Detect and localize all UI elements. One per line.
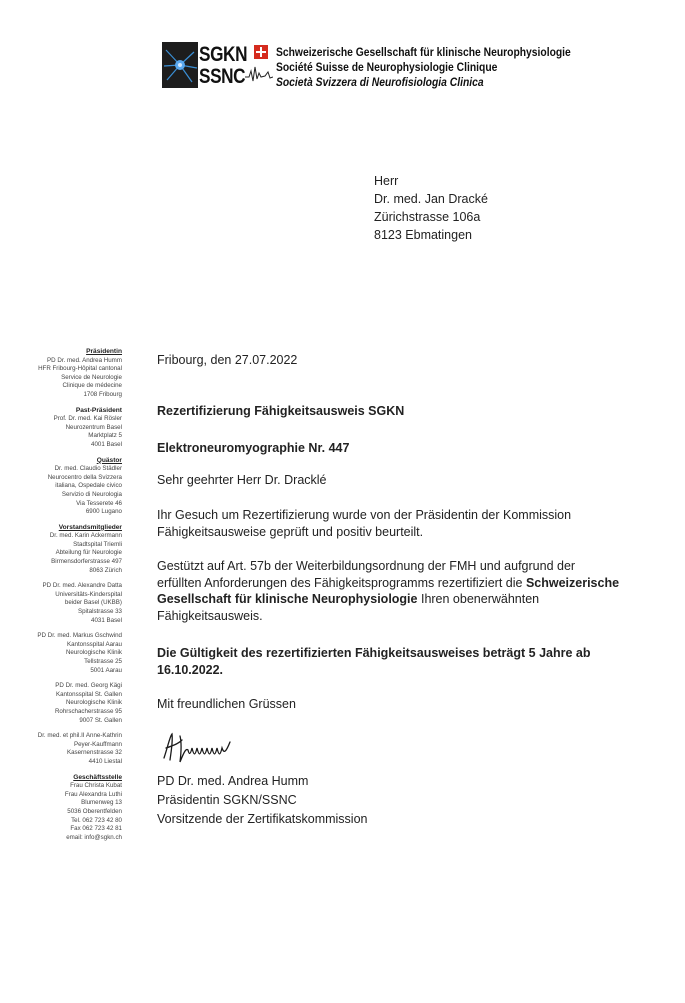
recipient-name: Dr. med. Jan Dracké <box>374 192 488 206</box>
sidebar-line: Tel. 062 723 42 80 <box>71 816 122 824</box>
sidebar-line: Kantonsspital Aarau <box>66 640 122 648</box>
validity-statement: Die Gültigkeit des rezertifizierten Fähigkeitsausweises beträgt 5 Jahre ab 16.10.2022. <box>157 646 591 677</box>
sidebar-line: Peyer-Kauffmann <box>73 740 122 748</box>
signer-role-2: Vorsitzende der Zertifikatskommission <box>157 812 368 826</box>
sidebar-group <box>20 524 122 576</box>
sidebar-line: Dr. med. Karin Ackermann <box>49 532 122 540</box>
sidebar-group <box>20 457 122 517</box>
sidebar-line: Neurologische Klinik <box>65 699 122 707</box>
recipient-salutation: Herr <box>374 174 399 188</box>
paragraph-2-start: Gestützt auf Art. 57b der Weiterbildungsordnung der FMH und aufgrund der erfüllten Anforderungen des Fähigkeitsprogramms rezertifiziert die <box>157 559 576 590</box>
sidebar-line: Via Tesserete 46 <box>76 499 122 507</box>
sidebar-line: italiana, Ospedale civico <box>55 482 122 490</box>
sidebar-heading: Präsidentin <box>86 348 122 355</box>
paragraph-2-org-name: Schweizerische Gesellschaft für klinische Neurophysiologie <box>157 575 620 606</box>
handwritten-signature <box>160 728 260 766</box>
sidebar-line: HFR Fribourg-Hôpital cantonal <box>38 365 122 373</box>
sidebar-group <box>20 632 122 675</box>
sidebar-line: Neurologische Klinik <box>65 649 122 657</box>
org-name-de: Schweizerische Gesellschaft für klinische Neurophysiologie <box>276 45 571 59</box>
sidebar-line: Birmensdorferstrasse 497 <box>51 558 122 566</box>
sidebar-heading: Quästor <box>96 456 122 464</box>
sidebar-line: Dr. med. et phil.II Anne-Kathrin <box>37 732 122 740</box>
sidebar-group <box>20 582 122 625</box>
closing: Mit freundlichen Grüssen <box>157 697 296 711</box>
org-name-it: Società Svizzera di Neurofisiologia Clinica <box>276 75 484 89</box>
subject-line-2: Elektroneuromyographie Nr. 447 <box>157 441 350 455</box>
sidebar-group <box>20 682 122 725</box>
sidebar-line: Rohrschacherstrasse 95 <box>54 707 122 715</box>
recipient-street: Zürichstrasse 106a <box>374 210 481 224</box>
neuron-logo-icon <box>162 42 198 88</box>
sidebar-heading: Past-Präsident <box>75 406 122 414</box>
sidebar-line: PD Dr. med. Georg Kägi <box>55 682 122 690</box>
sidebar-line: 4410 Liestal <box>88 757 122 765</box>
sidebar-line: 8063 Zürich <box>89 566 122 574</box>
sidebar-group <box>20 348 122 400</box>
subject-line-1: Rezertifizierung Fähigkeitsausweis SGKN <box>157 404 405 418</box>
sidebar-line: Marktplatz 5 <box>88 432 122 440</box>
sidebar-heading: Vorstandsmitglieder <box>58 523 122 531</box>
sidebar-line: 5036 Oberentfelden <box>67 807 122 815</box>
sidebar-line: Service de Neurologie <box>61 373 122 381</box>
paragraph-2-end: Ihren obenerwähnten Fähigkeitsausweis. <box>157 592 540 623</box>
sidebar-line: Abteilung für Neurologie <box>55 549 122 557</box>
sidebar-line: Neurocentro della Svizzera <box>47 473 122 481</box>
sidebar-line: Blumenweg 13 <box>81 799 122 807</box>
sidebar-line: Prof. Dr. med. Kai Rösler <box>53 415 122 423</box>
sidebar-line: PD Dr. med. Markus Gschwind <box>37 632 122 640</box>
org-abbreviation-de: SGKN <box>199 43 248 66</box>
place-date: Fribourg, den 27.07.2022 <box>157 353 298 367</box>
sidebar-line: 6900 Lugano <box>85 508 122 516</box>
sidebar-line: 4031 Basel <box>91 616 122 624</box>
waveform-icon <box>245 63 273 85</box>
sidebar-group <box>20 407 122 450</box>
sidebar-line: Kasernenstrasse 32 <box>66 749 122 757</box>
org-name-fr: Société Suisse de Neurophysiologie Clinique <box>276 60 498 74</box>
sidebar-group <box>20 732 122 766</box>
paragraph-1: Ihr Gesuch um Rezertifizierung wurde von der Präsidentin der Kommission Fähigkeitsausweise geprüft und positiv beurteilt. <box>157 508 572 539</box>
sidebar-line: Frau Alexandra Luthi <box>64 790 122 798</box>
sidebar-line: Frau Christa Kubat <box>70 782 122 790</box>
sidebar-line: Servizio di Neurologia <box>61 490 122 498</box>
sidebar-line: 4001 Basel <box>91 440 122 448</box>
greeting: Sehr geehrter Herr Dr. Dracklé <box>157 473 327 487</box>
signer-role-1: Präsidentin SGKN/SSNC <box>157 793 297 807</box>
sidebar-line: Clinique de médecine <box>62 382 122 390</box>
sidebar-line: Tellstrasse 25 <box>84 658 122 665</box>
sidebar-line: Spitalstrasse 33 <box>77 608 122 616</box>
sidebar-line: Stadtspital Triemli <box>73 540 122 548</box>
sidebar-line: 9007 St. Gallen <box>79 716 122 724</box>
sidebar-line: Fax 062 723 42 81 <box>70 825 122 833</box>
org-abbreviation-fr: SSNC <box>199 65 246 88</box>
swiss-cross-icon <box>254 45 268 59</box>
paragraph-2 <box>157 558 622 624</box>
sidebar-line: email: info@sgkn.ch <box>66 833 122 841</box>
sidebar-heading: Geschäftsstelle <box>73 773 122 781</box>
sidebar-line: PD Dr. med. Alexandre Datta <box>42 582 122 590</box>
sidebar-line: PD Dr. med. Andrea Humm <box>47 356 122 364</box>
board-sidebar <box>20 348 122 849</box>
sidebar-line: Dr. med. Claudio Städler <box>54 465 122 473</box>
sidebar-line: Neurozentrum Basel <box>65 423 122 431</box>
sidebar-line: 1708 Fribourg <box>83 390 122 398</box>
sidebar-line: Universitäts-Kinderspital <box>55 590 122 598</box>
sidebar-line: Kantonsspital St. Gallen <box>55 690 122 698</box>
signer-name: PD Dr. med. Andrea Humm <box>157 774 309 788</box>
sidebar-line: 5001 Aarau <box>90 666 122 674</box>
sidebar-line: beider Basel (UKBB) <box>64 599 122 607</box>
sidebar-group <box>20 774 122 843</box>
recipient-city: 8123 Ebmatingen <box>374 228 472 242</box>
